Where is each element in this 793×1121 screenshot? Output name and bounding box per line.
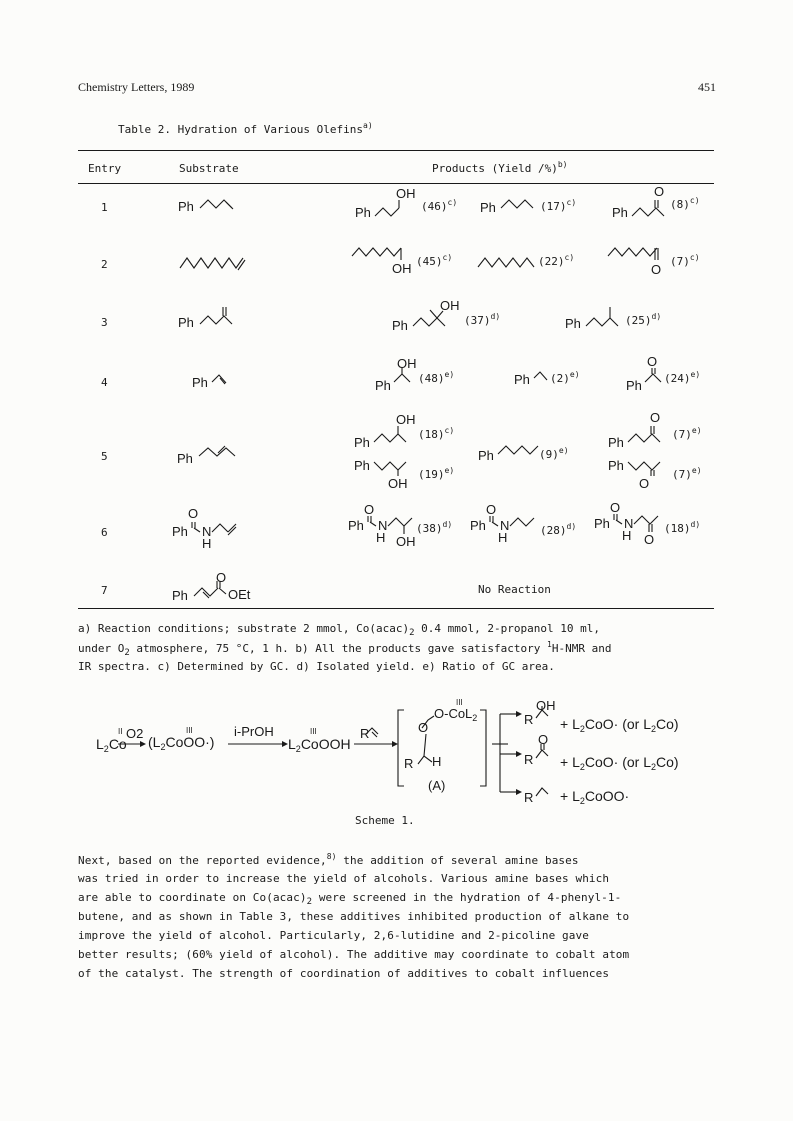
ph-label: Ph [172,588,188,603]
entry-1: 1 [101,201,108,214]
yield-value: (17) [540,200,567,213]
nitrogen-atom: N [624,516,634,531]
isopropanol-reagent: i-PrOH [234,724,274,739]
oxidation-state: II [118,727,123,736]
yield-note: e) [569,370,580,379]
intermediate-r: R [404,756,414,771]
cobalt-peroxo-ligand: O-CoL$_2$ III [434,698,478,723]
byproduct-1: + $L_2CoO\cdot (or$ $L_2Co$) [560,716,679,734]
table-caption [118,121,373,136]
yield-label [416,520,452,535]
entry-5: 5 [101,450,108,463]
hydroxyl-group: OH [397,356,417,371]
yield-note: c) [447,198,458,207]
hydrogen-atom: H [498,530,508,545]
yield-label [538,253,574,268]
yield-value: (2) [550,372,570,385]
ph-label: Ph [392,318,408,333]
carbonyl-group: O [647,354,658,369]
ph-label: Ph [608,458,624,473]
footnote-text: atmosphere, 75 °C, 1 h. b) All the products gave satisfactory [129,642,548,655]
oxidation-state: III [456,698,463,707]
ph-label: Ph [354,435,370,450]
substrate-skeleton [200,306,240,332]
yield-label [418,466,454,481]
ethoxy-group: OEt [228,587,251,602]
table-caption-footnote: a) [363,121,373,130]
yield-value: (7) [672,428,692,441]
yield-note: c) [442,253,453,262]
carbonyl-group: O [216,570,227,585]
body-text: Next, based on the reported evidence, [78,854,327,867]
scheme-title: Scheme 1. [355,814,415,827]
nitrogen-atom: N [378,518,388,533]
yield-note: e) [691,466,702,475]
byproduct-2: + $L_2CoO\cdot (or$ $L_2Co$) [560,754,679,772]
cobalt-iii-superoxo: $(L_2CoOO\cdot)$ III [148,726,215,752]
yield-label [670,253,700,268]
ph-label: Ph [375,378,391,393]
entry-4: 4 [101,376,108,389]
carbonyl-group: O [651,262,662,277]
yield-label [464,312,500,327]
yield-label [421,198,457,213]
yield-label [664,370,700,385]
yield-label [418,426,454,441]
product-ketone-o: O [538,732,549,747]
page-number: 451 [698,80,716,94]
yield-label [625,312,661,327]
yield-note: c) [689,196,700,205]
yield-note: c) [564,253,575,262]
row3-substrate [178,312,194,331]
col-products-text: Products (Yield /%) [432,162,558,175]
table-top-rule [78,150,714,151]
ph-label: Ph [354,458,370,473]
hydroxyl-group: OH [392,261,412,276]
yield-note: d) [566,522,577,531]
carbonyl-group: O [486,502,497,517]
footnote-line-1 [78,622,600,638]
table-bottom-rule [78,608,714,609]
yield-note: d) [690,520,701,529]
yield-note: d) [442,520,453,529]
yield-value: (38) [416,522,443,535]
row5-substrate [177,448,193,467]
row1-substrate [178,196,194,215]
yield-value: (22) [538,255,565,268]
product-skeleton [632,196,668,218]
product-skeleton [488,514,548,538]
hydroxyl-group: OH [396,186,416,201]
yield-label [540,522,576,537]
yield-value: (8) [670,198,690,211]
hydrogen-atom: H [622,528,632,543]
product-skeleton [586,304,626,330]
table-header-rule [78,183,714,184]
yield-label [540,198,576,213]
footnote-superscript: 1 [547,640,552,649]
product-skeleton [501,196,537,216]
entry-7: 7 [101,584,108,597]
product-skeleton [478,255,538,273]
peroxo-oxygen: O [418,720,429,735]
oxidation-state: III [186,726,193,735]
body-line-3 [78,891,621,907]
product-alkane-r: R [524,790,534,805]
olefin-r: R [360,726,370,741]
yield-note: d) [490,312,501,321]
footnote-text: a) Reaction conditions; substrate 2 mmol, Co(acac) [78,622,410,635]
oxygen-reagent: O2 [126,726,144,741]
entry-6: 6 [101,526,108,539]
footnote-line-3: IR spectra. c) Determined by GC. d) Isolated yield. e) Ratio of GC area. [78,660,555,673]
product-skeleton [534,370,550,386]
product-alcohol-r: R [524,712,534,727]
body-line-6: better results; (60% yield of alcohol). The additive may coordinate to cobalt atom [78,948,630,961]
byproduct-3: + $L_2CoOO\cdot$ [560,788,630,806]
product-skeleton [628,424,670,446]
product-skeleton [498,446,540,464]
table-caption-text: Table 2. Hydration of Various Olefins [118,123,364,136]
ph-label: Ph [172,524,188,539]
yield-value: (7) [670,255,690,268]
yield-note: e) [444,466,455,475]
col-products-footnote: b) [557,160,568,169]
body-text: were screened in the hydration of 4-phenyl-1- [312,891,622,904]
product-skeleton [612,512,672,542]
body-line-5: improve the yield of alcohol. Particularly, 2,6-lutidine and 2-picoline gave [78,929,589,942]
yield-note: c) [566,198,577,207]
ph-label: Ph [608,435,624,450]
ph-label: Ph [178,199,194,214]
ph-label: Ph [178,315,194,330]
ph-label: Ph [355,205,371,220]
yield-value: (28) [540,524,567,537]
footnote-subscript: 2 [409,628,415,638]
carbonyl-group: O [364,502,375,517]
hydroxyl-group: OH [440,298,460,313]
yield-label [539,446,569,461]
ph-label: Ph [565,316,581,331]
cobalt-iii-hydroperoxide: $L_2CoOOH$ III [288,727,351,754]
ph-label: Ph [626,378,642,393]
substrate-skeleton [200,196,240,216]
carbonyl-group: O [654,184,665,199]
body-text: are able to coordinate on Co(acac) [78,891,307,904]
yield-label [664,520,700,535]
col-substrate-header: Substrate [179,162,239,175]
yield-value: (18) [418,428,445,441]
yield-note: e) [558,446,569,455]
nitrogen-atom: N [500,518,510,533]
subscript: 2 [306,897,313,907]
footnote-subscript: 2 [124,648,130,658]
yield-note: e) [690,370,701,379]
cobalt-ii-complex: $L_2Co$ II [96,727,127,754]
yield-note: c) [444,426,455,435]
hydroxyl-group: OH [396,534,416,549]
substrate-skeleton [212,372,232,390]
yield-note: e) [691,426,702,435]
entry-3: 3 [101,316,108,329]
yield-value: (9) [539,448,559,461]
body-line-2: was tried in order to increase the yield of alcohols. Various amine bases which [78,872,610,885]
carbonyl-group: O [639,476,650,491]
body-line-4: butene, and as shown in Table 3, these additives inhibited production of alkane to [78,910,630,923]
yield-label [672,466,702,481]
product-skeleton [374,424,414,446]
oxidation-state: III [310,727,317,736]
product-ketone-r: R [524,752,534,767]
body-text: the addition of several amine bases [336,854,579,867]
reference-marker: 8) [326,852,337,861]
carbonyl-group: O [610,500,621,515]
intermediate-label: (A) [428,778,446,793]
product-skeleton [394,368,416,388]
yield-value: (45) [416,255,443,268]
yield-note: c) [689,253,700,262]
nitrogen-atom: N [202,524,212,539]
product-alcohol-oh: OH [536,698,556,713]
col-entry-header: Entry [88,162,122,175]
yield-value: (18) [664,522,691,535]
footnote-text: 0.4 mmol, 2-propanol 10 ml, [414,622,600,635]
ph-label: Ph [612,205,628,220]
hydroxyl-group: OH [396,412,416,427]
yield-value: (7) [672,468,692,481]
row2-substrate-skeleton [180,254,250,274]
ph-label: Ph [192,375,208,390]
yield-note: d) [651,312,662,321]
ph-label: Ph [480,200,496,215]
hydrogen-atom: H [376,530,386,545]
ph-label: Ph [177,451,193,466]
yield-value: (46) [421,200,448,213]
body-line-1 [78,852,579,867]
yield-value: (25) [625,314,652,327]
carbonyl-group: O [644,532,655,547]
journal-header: Chemistry Letters, 1989 [78,80,195,94]
intermediate-h: H [432,754,442,769]
yield-value: (48) [418,372,445,385]
ph-label: Ph [348,518,364,533]
yield-label [416,253,452,268]
footnote-text: H-NMR and [551,642,612,655]
ph-label: Ph [594,516,610,531]
row7-result: No Reaction [478,583,551,596]
yield-note: e) [444,370,455,379]
entry-2: 2 [101,258,108,271]
row4-substrate [192,372,208,391]
carbonyl-group: O [650,410,661,425]
hydrogen-atom: H [202,536,212,551]
footnote-line-2 [78,640,611,658]
hydroxyl-group: OH [388,476,408,491]
carbonyl-group: O [188,506,199,521]
col-products-header [432,160,567,175]
yield-value: (24) [664,372,691,385]
body-line-7: of the catalyst. The strength of coordination of additives to cobalt influences [78,967,610,980]
yield-label [670,196,700,211]
yield-label [550,370,580,385]
ph-label: Ph [514,372,530,387]
substrate-skeleton [199,446,239,466]
substrate-skeleton [190,520,250,542]
yield-value: (37) [464,314,491,327]
yield-label [418,370,454,385]
ph-label: Ph [470,518,486,533]
scheme-1 [92,698,712,806]
yield-label [672,426,702,441]
ph-label: Ph [478,448,494,463]
footnote-text: under O [78,642,125,655]
yield-value: (19) [418,468,445,481]
